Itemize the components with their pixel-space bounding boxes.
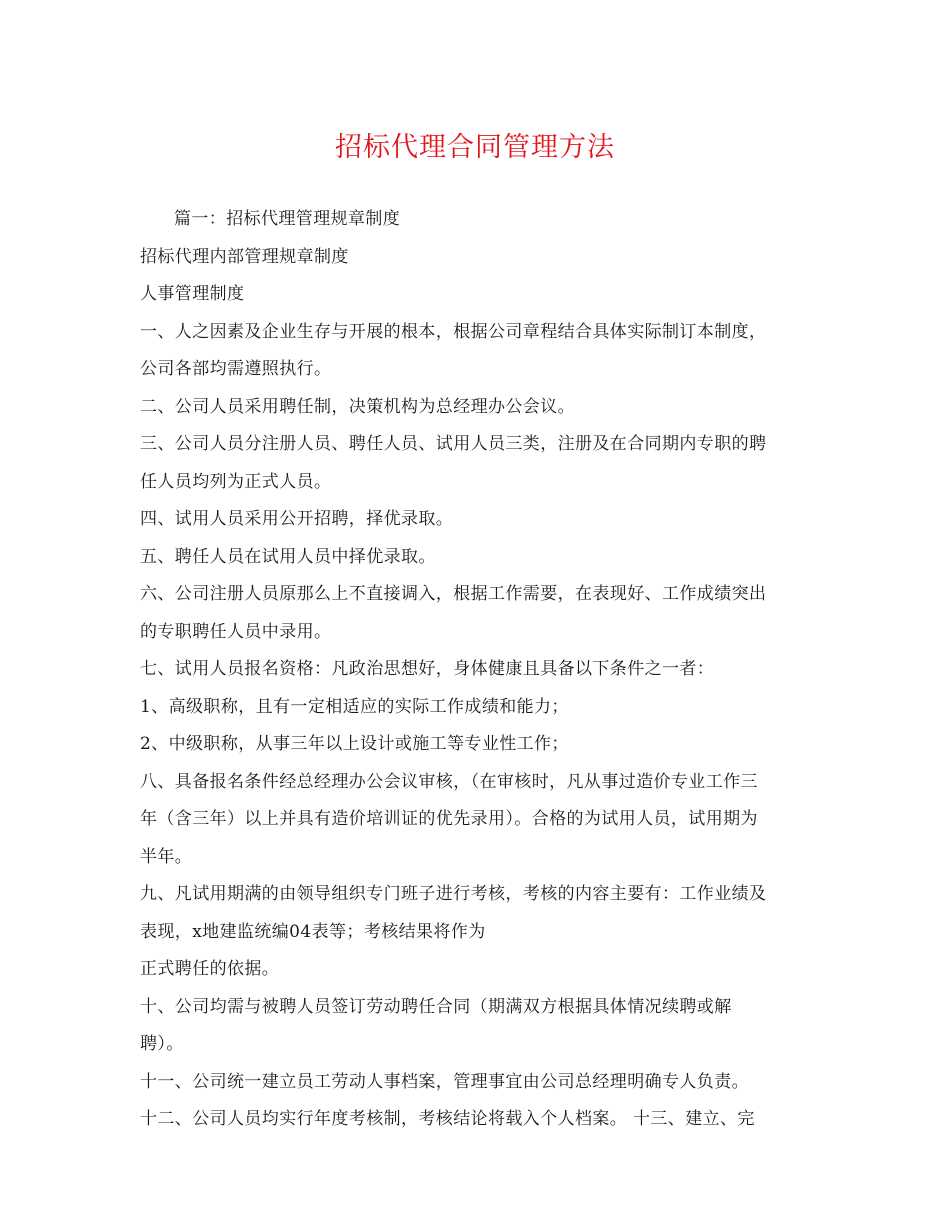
paragraph-line: 正式聘任的依据。 (140, 959, 280, 979)
paragraph-line: 四、试用人员采用公开招聘，择优录取。 (140, 509, 454, 529)
paragraph-line: 七、试用人员报名资格：凡政治思想好，身体健康且具备以下条件之一者： (140, 659, 715, 679)
document-body (140, 201, 812, 1139)
paragraph-line: 招标代理内部管理规章制度 (140, 246, 349, 267)
paragraph-line: 聘）。 (140, 1034, 184, 1054)
paragraph-line: 半年。 (140, 846, 193, 867)
paragraph-line: 人事管理制度 (140, 284, 245, 304)
paragraph-line: 年（含三年）以上并具有造价培训证的优先录用）。合格的为试用人员，试用期为 (140, 809, 758, 829)
paragraph-line: 八、具备报名条件经总经理办公会议审核，（在审核时，凡从事过造价专业工作三 (140, 771, 758, 792)
paragraph-line: 十一、公司统一建立员工劳动人事档案，管理事宜由公司总经理明确专人负责。 (140, 1071, 749, 1092)
document-title: 招标代理合同管理方法 (335, 132, 615, 163)
paragraph-line: 十二、公司人员均实行年度考核制，考核结论将载入个人档案。 十三、建立、完 (140, 1109, 755, 1129)
paragraph-line: 九、凡试用期满的由领导组织专门班子进行考核，考核的内容主要有：工作业绩及 (140, 884, 767, 904)
paragraph-line: 2、中级职称，从事三年以上设计或施工等专业性工作； (140, 734, 569, 754)
paragraph-line: 公司各部均需遵照执行。 (140, 359, 332, 379)
paragraph-line: 十、公司均需与被聘人员签订劳动聘任合同（期满双方根据具体情况续聘或解 (140, 996, 732, 1017)
paragraph-line: 三、公司人员分注册人员、聘任人员、试用人员三类，注册及在合同期内专职的聘 (140, 434, 767, 454)
paragraph-line: 二、公司人员采用聘任制，决策机构为总经理办公会议。 (140, 396, 575, 417)
paragraph-line: 表现，x地建监统编04表等；考核结果将作为 (140, 921, 486, 942)
section-heading: 篇一：招标代理管理规章制度 (174, 209, 401, 229)
paragraph-line: 的专职聘任人员中录用。 (140, 621, 332, 642)
paragraph-line: 任人员均列为正式人员。 (140, 471, 332, 492)
paragraph-line: 1、高级职称，且有一定相适应的实际工作成绩和能力； (140, 696, 569, 717)
paragraph-line: 五、聘任人员在试用人员中择优录取。 (140, 546, 436, 567)
paragraph-line: 六、公司注册人员原那么上不直接调入，根据工作需要，在表现好、工作成绩突出 (140, 584, 767, 604)
paragraph-line: 一、人之因素及企业生存与开展的根本，根据公司章程结合具体实际制订本制度， (140, 321, 767, 342)
